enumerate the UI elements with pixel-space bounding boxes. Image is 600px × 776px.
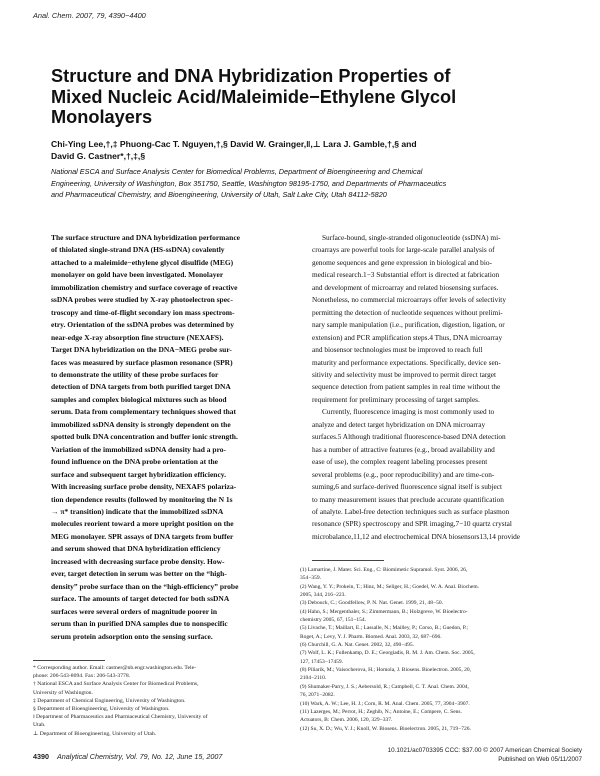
text-line: of analyte. Label-free detection techniques such as surface plasmon [312,506,510,516]
text-line: ‖ Department of Pharmaceutics and Pharmaceutical Chemistry, University of [33,714,208,721]
affiliation-block [51,166,566,201]
text-line: immobilization chemistry and surface coverage of reactive [51,282,238,292]
text-line: Structure and DNA Hybridization Properties of [51,66,451,86]
text-line: and development of microarray and related biosensing surfaces. [312,282,499,292]
text-line: Actuators, B: Chem. 2006, 120, 329−337. [300,717,393,724]
text-line: surfaces were several orders of magnitude poorer in [51,606,218,616]
text-line: tion dependence results (followed by monitoring the N 1s [51,494,233,504]
text-line: samples and complex biological mixtures such as blood [51,394,227,404]
text-line: chemistry 2005, 67, 151−154. [300,617,367,624]
text-line: Published on Web 05/11/2007 [498,755,582,763]
text-line: (1) Lamartine, J. Mater. Sci. Eng., C: Biomimetic Supramol. Syst. 2006, 26, [300,567,468,573]
text-line: (2) Wang, Y. Y.; Prokein, T.; Hinz, M.; Seliger, H.; Goedel, W. A. Anal. Biochem. [300,583,479,590]
text-line: requirement for preliminary processing of target samples. [312,394,480,404]
text-line: (10) Wark, A. W.; Lee, H. J.; Corn, R. M. Anal. Chem. 2005, 77, 3904−3907. [300,700,470,707]
text-line: and serum showed that DNA hybridization efficiency [51,544,221,554]
text-line: Mixed Nucleic Acid/Maleimide−Ethylene Glycol [51,86,457,107]
text-line: density” probe surface than on the “high-efficiency” probe [51,581,239,591]
text-line: detection of DNA targets from both purified target DNA [51,382,231,392]
text-line: Engineering, University of Washington, Box 351750, Seattle, Washington 98195-1750, and Departments of Pharmaceutics [51,178,447,188]
text-line: spotted bulk DNA concentration and buffer ionic strength. [51,432,238,442]
text-line: → π* transition) indicate that the immobilized ssDNA [51,506,224,516]
text-line: ssDNA probes were studied by X-ray photoelectron spec- [51,295,233,305]
article-title [51,66,571,128]
text-line: (3) Debouck, C.; Goodfellow, P. N. Nat. Genet. 1999, 21, 48−50. [300,600,443,607]
text-line: Chi-Ying Lee,†,‡ Phuong-Cac T. Nguyen,†,§ David W. Grainger,‖,⊥ Lara J. Gamble,†,§ and [51,139,417,149]
text-line: † National ESCA and Surface Analysis Center for Biomedical Problems, [33,681,199,688]
text-line: microbalance,11,12 and electrochemical DNA biosensors13,14 provide [312,531,521,541]
text-line: attached to a maleimide−ethylene glycol disulfide (MEG) [51,257,234,267]
page-number: 4390 [33,752,49,761]
text-line: medical research.1−3 Substantial effort is directed at fabrication [312,270,500,280]
text-line: Currently, fluorescence imaging is most commonly used to [322,407,495,417]
text-line: 127, 17453−17459. [300,658,343,665]
text-line: (5) Livache, T.; Maillart, E.; Lassalle, N.; Mailley, P.; Corso, B.; Guedon, P.; [300,625,469,632]
text-line: (4) Hahn, S.; Mergenthaler, S.; Zimmermann, B.; Holzgreve, W. Bioelectro- [300,608,468,615]
text-line: The surface structure and DNA hybridization performance [51,233,241,242]
footnotes [33,664,288,738]
text-line: sitivity and selectivity must be improved to permit direct target [312,369,497,379]
text-line: resonance (SPR) spectroscopy and SPR imaging,7−10 quartz crystal [312,519,512,529]
text-line: sequence detection from patient samples in real time without the [312,382,501,392]
text-line: 2005, 344, 216−223. [300,592,346,599]
text-line: (7) Wolf, L. K.; Fullenkamp, D. E.; Georgiadis, R. M. J. Am. Chem. Soc. 2005, [300,650,475,657]
text-line: permitting the detection of nucleotide sequences without prelimi- [312,307,503,317]
text-line: surfaces.5 Although traditional fluorescence-based DNA detection [312,432,506,442]
author-list [51,138,571,162]
text-line: ease of use), the complex reagent labeling processes present [312,457,488,467]
reference-list [300,566,582,733]
text-line: etry. Orientation of the ssDNA probes was determined by [51,320,234,330]
text-line: serum. Data from complementary techniques showed that [51,407,237,417]
text-line: molecules reorient toward a more upright position on the [51,519,234,529]
text-line: ever, target detection in serum was better on the “high- [51,569,227,579]
text-line: several problems (e.g., poor reproducibility) and are time-con- [312,469,495,479]
text-line: ⊥ Department of Bioengineering, University of Utah. [33,730,157,737]
text-line: found influence on the DNA probe orientation at the [51,457,218,467]
journal-issue: Analytical Chemistry, Vol. 79, No. 12, June 15, 2007 [57,752,223,761]
text-line: (9) Shumaker-Parry, J. S.; Aebersold, R.; Campbell, C. T. Anal. Chem. 2004, [300,683,469,690]
text-line: Utah. [33,722,46,729]
text-line: surface and subsequent target hybridization efficiency. [51,469,226,479]
text-line: Monolayers [51,107,153,128]
text-line: maturity and performance expectations. Specifically, device sen- [312,357,501,367]
text-line: surface. The amounts of target detected for both ssDNA [51,594,230,604]
text-line: Variation of the immobilized ssDNA density had a pro- [51,444,227,454]
text-line: genome sequences and gene expression in biological and bio- [312,257,492,267]
references-divider [312,560,384,561]
text-line: monolayer on gold have been investigated. Monolayer [51,270,224,280]
text-line: (6) Churchill, G. A. Nat. Genet. 2002, 32, 490−495. [300,642,415,649]
text-line: Surface-bound, single-stranded oligonucleotide (ssDNA) mi- [322,233,501,242]
text-line: (8) Piliarik, M.; Vaisocherova, H.; Homola, J. Biosens. Bioelectron. 2005, 20, [300,667,471,674]
text-line: increased with decreasing surface probe density. How- [51,556,225,566]
text-line: near-edge X-ray absorption fine structure (NEXAFS). [51,332,224,342]
text-line: (11) Lazerges, M.; Perrot, H.; Zeghib, N.; Antoine, E.; Compere, C. Sens. [300,708,462,715]
text-line: to demonstrate the utility of these probe surfaces for [51,369,219,379]
text-line: nary sample manipulation (i.e., purification, digestion, ligation, or [312,320,505,330]
text-line: Nonetheless, no commercial microarrays offer levels of selectivity [312,295,506,305]
page-footer-left [33,752,222,761]
footnote-divider [33,660,105,661]
text-line: MEG monolayer. SPR assays of DNA targets from buffer [51,531,234,541]
page-footer-right [382,747,582,764]
text-line: immobilized ssDNA density is strongly dependent on the [51,419,231,429]
text-line: and biosensor technologies must be improved to reach full [312,345,483,355]
text-line: extension) and PCR amplification steps.4 Thus, DNA microarray [312,332,503,342]
text-line: and Pharmaceutical Chemistry, and Bioengineering, University of Utah, Salt Lake City, Utah 84112-5820 [51,190,387,199]
text-line: § Department of Bioengineering, University of Washington. [33,706,170,713]
text-line: phone: 206-543-8094. Fax: 206-543-3778. [33,673,131,680]
text-line: 2104−2110. [300,675,327,682]
journal-reference: Anal. Chem. 2007, 79, 4390−4400 [33,11,146,20]
text-line: (12) Su, X. D.; Wu, Y. J.; Knoll, W. Biosens. Bioelectron. 2005, 21, 719−726. [300,725,471,732]
text-line: faces was measured by surface plasmon resonance (SPR) [51,357,233,367]
text-line: croarrays are powerful tools for large-scale parallel analysis of [312,245,495,255]
text-line: suming,6 and surface-derived fluorescence signal itself is subject [312,482,503,492]
text-line: University of Washington. [33,689,93,696]
text-line: has a number of attractive features (e.g., broad availability and [312,444,495,454]
text-line: to many measurement issues that preclude accurate quantification [312,494,504,504]
text-line: of thiolated single-strand DNA (HS-ssDNA) covalently [51,245,225,255]
text-line: Target DNA hybridization on the DNA−MEG probe sur- [51,345,232,355]
abstract-text [51,232,240,643]
text-line: troscopy and time-of-flight secondary ion mass spectrom- [51,307,235,317]
text-line: National ESCA and Surface Analysis Center for Biomedical Problems, Department of Bioengineering and Chemical [51,167,423,176]
text-line: serum than in purified DNA samples due to nonspecific [51,619,228,629]
text-line: David G. Castner*,†,‡,§ [51,151,146,161]
text-line: * Corresponding author. Email: castner@nb.engr.washington.edu. Tele- [33,665,196,671]
text-line: Roget, A.; Levy, Y. J. Pharm. Biomed. Anal. 2003, 32, 687−696. [300,633,442,640]
text-line: 354−359. [300,575,321,582]
text-line: ‡ Department of Chemical Engineering, University of Washington. [33,697,186,704]
text-line: 76, 2071−2082. [300,692,335,699]
text-line: With increasing surface probe density, NEXAFS polariza- [51,482,237,492]
text-line: analyze and detect target hybridization on DNA microarray [312,419,486,429]
text-line: 10.1021/ac0703395 CCC: $37.00 © 2007 American Chemical Society [387,747,582,754]
introduction-text [312,232,520,543]
text-line: serum protein adsorption onto the sensing surface. [51,631,213,641]
